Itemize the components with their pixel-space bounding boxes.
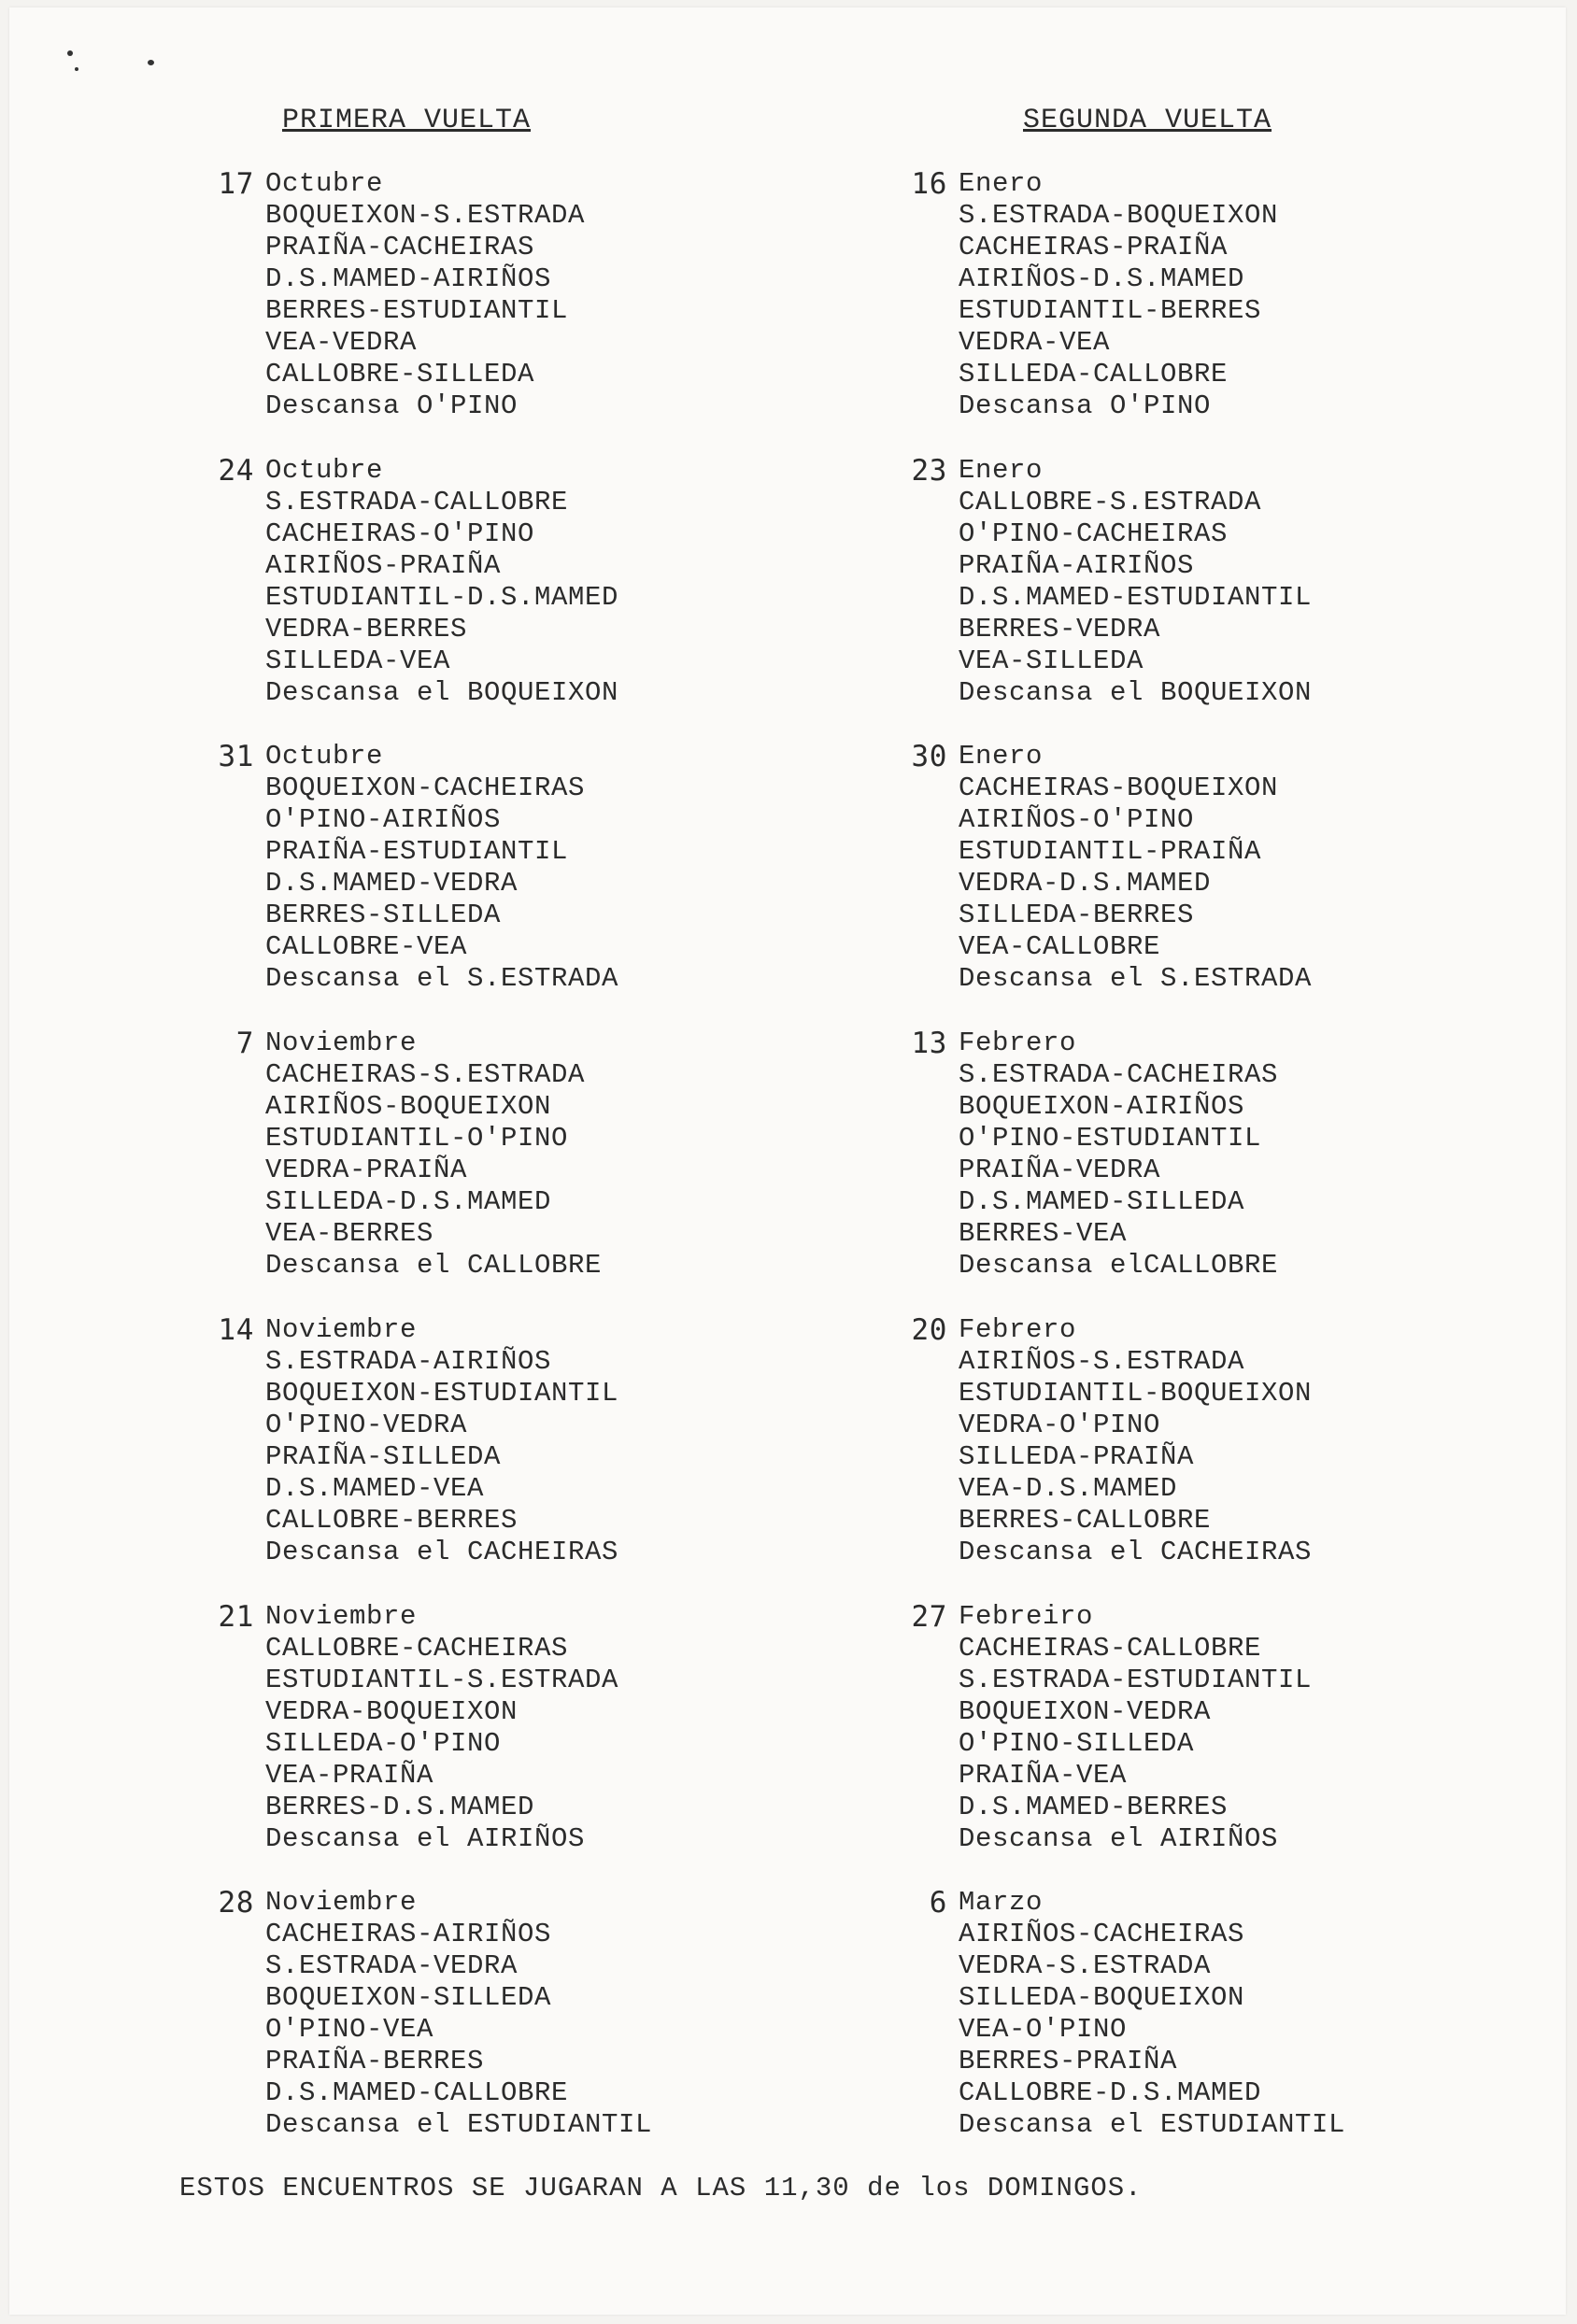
round-month: Octubre bbox=[265, 168, 384, 199]
bye-team-line: Descansa el CALLOBRE bbox=[265, 1250, 603, 1281]
bye-team-line: Descansa el AIRIÑOS bbox=[959, 1823, 1279, 1854]
round-day: 6 bbox=[929, 1886, 947, 1920]
round-month: Febrero bbox=[959, 1314, 1077, 1345]
match-line: ESTUDIANTIL-BOQUEIXON bbox=[959, 1378, 1313, 1409]
match-line: AIRIÑOS-S.ESTRADA bbox=[959, 1346, 1245, 1377]
round-month: Octubre bbox=[265, 741, 384, 772]
round-date bbox=[207, 741, 618, 772]
match-line: O'PINO-ESTUDIANTIL bbox=[959, 1123, 1262, 1154]
match-list bbox=[959, 200, 1278, 422]
round-date bbox=[901, 455, 1312, 487]
match-line: S.ESTRADA-CALLOBRE bbox=[265, 487, 569, 517]
match-list bbox=[265, 487, 618, 709]
round-block bbox=[207, 455, 618, 709]
match-line: BERRES-ESTUDIANTIL bbox=[265, 295, 569, 326]
round-day: 14 bbox=[218, 1313, 254, 1347]
bye-team-line: Descansa el AIRIÑOS bbox=[265, 1823, 586, 1854]
match-line: ESTUDIANTIL-PRAIÑA bbox=[959, 836, 1262, 867]
match-line: AIRIÑOS-PRAIÑA bbox=[265, 550, 502, 581]
round-day: 30 bbox=[911, 740, 947, 773]
round-date bbox=[901, 741, 1312, 772]
round-day: 21 bbox=[218, 1600, 254, 1634]
round-month: Noviembre bbox=[265, 1601, 418, 1632]
round-date bbox=[901, 168, 1278, 200]
round-day: 7 bbox=[235, 1027, 254, 1060]
match-line: CALLOBRE-S.ESTRADA bbox=[959, 487, 1262, 517]
match-line: D.S.MAMED-BERRES bbox=[959, 1792, 1229, 1822]
match-line: SILLEDA-D.S.MAMED bbox=[265, 1186, 552, 1217]
round-block bbox=[207, 741, 618, 995]
ink-speck bbox=[75, 67, 78, 71]
match-line: SILLEDA-VEA bbox=[265, 645, 451, 676]
round-month: Enero bbox=[959, 741, 1044, 772]
match-line: D.S.MAMED-CALLOBRE bbox=[265, 2077, 569, 2108]
second-round-heading: SEGUNDA VUELTA bbox=[1023, 105, 1272, 136]
round-date bbox=[901, 1314, 1312, 1346]
round-month: Octubre bbox=[265, 455, 384, 486]
round-date bbox=[207, 1601, 618, 1633]
match-line: VEA-BERRES bbox=[265, 1218, 434, 1249]
match-line: S.ESTRADA-ESTUDIANTIL bbox=[959, 1665, 1313, 1695]
match-line: BOQUEIXON-SILLEDA bbox=[265, 1982, 552, 2013]
match-line: CACHEIRAS-S.ESTRADA bbox=[265, 1059, 586, 1090]
round-day: 27 bbox=[911, 1600, 947, 1634]
match-list bbox=[959, 487, 1312, 709]
round-block bbox=[207, 1601, 618, 1855]
match-line: VEDRA-BERRES bbox=[265, 614, 468, 645]
match-line: VEA-PRAIÑA bbox=[265, 1760, 434, 1791]
round-block bbox=[901, 168, 1278, 422]
round-date bbox=[207, 1314, 618, 1346]
match-line: VEDRA-BOQUEIXON bbox=[265, 1696, 519, 1727]
match-line: D.S.MAMED-SILLEDA bbox=[959, 1186, 1245, 1217]
bye-team-line: Descansa el BOQUEIXON bbox=[265, 677, 619, 708]
match-line: BERRES-VEA bbox=[959, 1218, 1128, 1249]
round-date bbox=[207, 455, 618, 487]
match-line: O'PINO-SILLEDA bbox=[959, 1728, 1195, 1759]
match-line: CALLOBRE-VEA bbox=[265, 931, 468, 962]
match-line: CALLOBRE-SILLEDA bbox=[265, 359, 535, 390]
match-list bbox=[959, 772, 1312, 995]
match-list bbox=[959, 1919, 1345, 2141]
match-line: D.S.MAMED-ESTUDIANTIL bbox=[959, 582, 1313, 613]
round-block bbox=[207, 1314, 618, 1568]
match-list bbox=[959, 1346, 1312, 1568]
match-line: VEDRA-O'PINO bbox=[959, 1410, 1161, 1440]
match-line: CALLOBRE-D.S.MAMED bbox=[959, 2077, 1262, 2108]
match-line: CACHEIRAS-CALLOBRE bbox=[959, 1633, 1262, 1664]
bye-team-line: Descansa el ESTUDIANTIL bbox=[265, 2109, 653, 2140]
round-block bbox=[207, 1027, 602, 1282]
bye-team-line: Descansa el CACHEIRAS bbox=[265, 1537, 619, 1567]
bye-team-line: Descansa el CACHEIRAS bbox=[959, 1537, 1313, 1567]
round-date bbox=[901, 1887, 1345, 1919]
bye-team-line: Descansa el S.ESTRADA bbox=[265, 963, 619, 994]
match-line: BOQUEIXON-AIRIÑOS bbox=[959, 1091, 1245, 1122]
match-line: ESTUDIANTIL-S.ESTRADA bbox=[265, 1665, 619, 1695]
match-line: O'PINO-AIRIÑOS bbox=[265, 804, 502, 835]
ink-speck bbox=[148, 60, 154, 65]
round-date bbox=[207, 1027, 602, 1059]
bye-team-line: Descansa el BOQUEIXON bbox=[959, 677, 1313, 708]
round-block bbox=[901, 455, 1312, 709]
match-line: BOQUEIXON-S.ESTRADA bbox=[265, 200, 586, 231]
match-line: BERRES-D.S.MAMED bbox=[265, 1792, 535, 1822]
match-line: PRAIÑA-VEA bbox=[959, 1760, 1128, 1791]
match-line: AIRIÑOS-D.S.MAMED bbox=[959, 263, 1245, 294]
match-line: AIRIÑOS-O'PINO bbox=[959, 804, 1195, 835]
match-line: SILLEDA-BOQUEIXON bbox=[959, 1982, 1245, 2013]
match-line: O'PINO-VEDRA bbox=[265, 1410, 468, 1440]
round-block bbox=[207, 168, 585, 422]
match-line: BERRES-VEDRA bbox=[959, 614, 1161, 645]
round-day: 31 bbox=[218, 740, 254, 773]
match-line: S.ESTRADA-AIRIÑOS bbox=[265, 1346, 552, 1377]
match-list bbox=[265, 1059, 602, 1282]
schedule-footer-note: ESTOS ENCUENTROS SE JUGARAN A LAS 11,30 de los DOMINGOS. bbox=[179, 2173, 1143, 2204]
match-line: ESTUDIANTIL-D.S.MAMED bbox=[265, 582, 619, 613]
match-line: SILLEDA-PRAIÑA bbox=[959, 1441, 1195, 1472]
match-line: S.ESTRADA-BOQUEIXON bbox=[959, 200, 1279, 231]
match-line: BERRES-SILLEDA bbox=[265, 900, 502, 930]
round-block bbox=[901, 1601, 1312, 1855]
round-block bbox=[207, 1887, 652, 2141]
match-line: D.S.MAMED-VEA bbox=[265, 1473, 485, 1504]
match-line: CALLOBRE-BERRES bbox=[265, 1505, 519, 1536]
match-line: VEDRA-S.ESTRADA bbox=[959, 1950, 1212, 1981]
match-line: SILLEDA-O'PINO bbox=[265, 1728, 502, 1759]
round-month: Enero bbox=[959, 168, 1044, 199]
match-line: PRAIÑA-CACHEIRAS bbox=[265, 232, 535, 262]
round-month: Noviembre bbox=[265, 1314, 418, 1345]
match-line: VEA-CALLOBRE bbox=[959, 931, 1161, 962]
match-line: CACHEIRAS-O'PINO bbox=[265, 518, 535, 549]
match-line: VEA-VEDRA bbox=[265, 327, 418, 358]
match-line: BERRES-PRAIÑA bbox=[959, 2046, 1178, 2076]
match-line: CACHEIRAS-AIRIÑOS bbox=[265, 1919, 552, 1949]
round-day: 17 bbox=[218, 167, 254, 201]
round-month: Febrero bbox=[959, 1027, 1077, 1058]
match-list bbox=[265, 1633, 618, 1855]
match-line: VEA-O'PINO bbox=[959, 2014, 1128, 2045]
round-date bbox=[901, 1601, 1312, 1633]
match-line: VEDRA-VEA bbox=[959, 327, 1111, 358]
match-line: PRAIÑA-SILLEDA bbox=[265, 1441, 502, 1472]
match-line: AIRIÑOS-CACHEIRAS bbox=[959, 1919, 1245, 1949]
first-round-heading: PRIMERA VUELTA bbox=[282, 105, 532, 136]
bye-team-line: Descansa O'PINO bbox=[265, 390, 519, 421]
match-line: BOQUEIXON-CACHEIRAS bbox=[265, 772, 586, 803]
round-date bbox=[901, 1027, 1278, 1059]
match-list bbox=[959, 1059, 1278, 1282]
match-line: PRAIÑA-AIRIÑOS bbox=[959, 550, 1195, 581]
round-block bbox=[901, 1314, 1312, 1568]
match-line: AIRIÑOS-BOQUEIXON bbox=[265, 1091, 552, 1122]
match-line: VEDRA-D.S.MAMED bbox=[959, 868, 1212, 899]
round-date bbox=[207, 168, 585, 200]
bye-team-line: Descansa O'PINO bbox=[959, 390, 1212, 421]
match-list bbox=[265, 200, 585, 422]
bye-team-line: Descansa el ESTUDIANTIL bbox=[959, 2109, 1346, 2140]
round-month: Noviembre bbox=[265, 1027, 418, 1058]
match-line: D.S.MAMED-VEDRA bbox=[265, 868, 519, 899]
round-block bbox=[901, 741, 1312, 995]
match-line: BOQUEIXON-ESTUDIANTIL bbox=[265, 1378, 619, 1409]
match-line: VEA-D.S.MAMED bbox=[959, 1473, 1178, 1504]
match-line: SILLEDA-BERRES bbox=[959, 900, 1195, 930]
match-line: SILLEDA-CALLOBRE bbox=[959, 359, 1229, 390]
match-line: O'PINO-VEA bbox=[265, 2014, 434, 2045]
match-line: PRAIÑA-BERRES bbox=[265, 2046, 485, 2076]
match-line: S.ESTRADA-CACHEIRAS bbox=[959, 1059, 1279, 1090]
round-month: Noviembre bbox=[265, 1887, 418, 1918]
match-line: BOQUEIXON-VEDRA bbox=[959, 1696, 1212, 1727]
match-line: ESTUDIANTIL-O'PINO bbox=[265, 1123, 569, 1154]
round-month: Enero bbox=[959, 455, 1044, 486]
round-block bbox=[901, 1027, 1278, 1282]
round-day: 24 bbox=[218, 454, 254, 488]
round-day: 13 bbox=[911, 1027, 947, 1060]
match-line: CALLOBRE-CACHEIRAS bbox=[265, 1633, 569, 1664]
round-day: 20 bbox=[911, 1313, 947, 1347]
match-list bbox=[959, 1633, 1312, 1855]
round-day: 28 bbox=[218, 1886, 254, 1920]
match-line: PRAIÑA-VEDRA bbox=[959, 1155, 1161, 1185]
ink-speck bbox=[67, 50, 73, 56]
match-list bbox=[265, 772, 618, 995]
match-line: S.ESTRADA-VEDRA bbox=[265, 1950, 519, 1981]
match-line: D.S.MAMED-AIRIÑOS bbox=[265, 263, 552, 294]
round-month: Marzo bbox=[959, 1887, 1044, 1918]
match-list bbox=[265, 1919, 652, 2141]
round-day: 16 bbox=[911, 167, 947, 201]
round-date bbox=[207, 1887, 652, 1919]
bye-team-line: Descansa elCALLOBRE bbox=[959, 1250, 1279, 1281]
round-block bbox=[901, 1887, 1345, 2141]
match-line: PRAIÑA-ESTUDIANTIL bbox=[265, 836, 569, 867]
match-line: CACHEIRAS-PRAIÑA bbox=[959, 232, 1229, 262]
match-line: VEDRA-PRAIÑA bbox=[265, 1155, 468, 1185]
match-line: BERRES-CALLOBRE bbox=[959, 1505, 1212, 1536]
match-line: VEA-SILLEDA bbox=[959, 645, 1144, 676]
round-month: Febreiro bbox=[959, 1601, 1094, 1632]
match-list bbox=[265, 1346, 618, 1568]
round-day: 23 bbox=[911, 454, 947, 488]
match-line: CACHEIRAS-BOQUEIXON bbox=[959, 772, 1279, 803]
match-line: ESTUDIANTIL-BERRES bbox=[959, 295, 1262, 326]
bye-team-line: Descansa el S.ESTRADA bbox=[959, 963, 1313, 994]
match-line: O'PINO-CACHEIRAS bbox=[959, 518, 1229, 549]
